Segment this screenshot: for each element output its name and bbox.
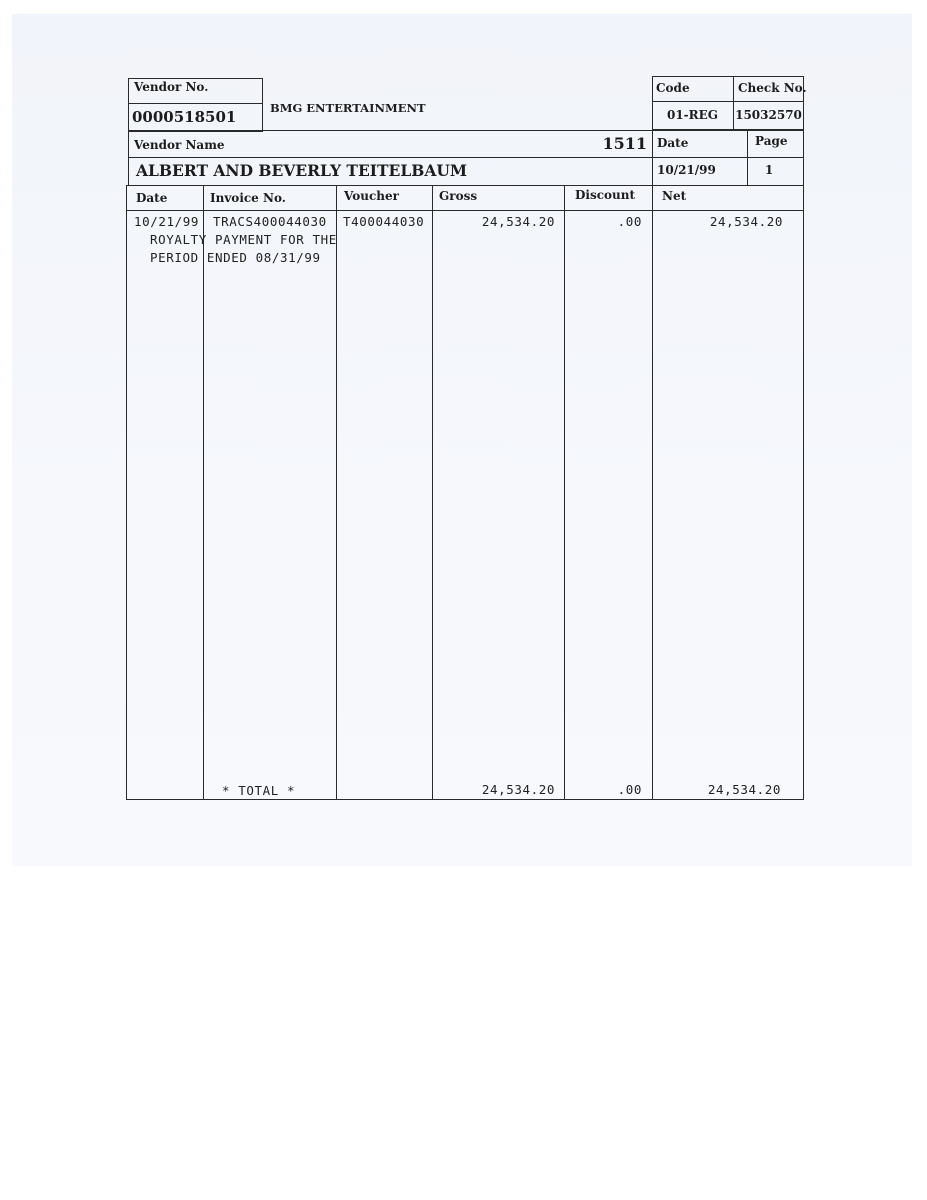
vendor-name-divider [128,157,804,158]
vendor-no-divider [128,103,263,104]
table-header-divider [126,210,804,211]
column-header-discount: Discount [575,188,636,202]
column-header-net: Net [662,189,687,203]
invoice-table [126,185,804,800]
date-value: 10/21/99 [657,163,716,177]
batch-number: 1511 [602,134,647,153]
vendor-no-label: Vendor No. [134,80,209,94]
total-discount: .00 [617,782,642,797]
row-date: 10/21/99 [134,214,200,229]
row-invoice-no: TRACS400044030 [213,214,327,229]
date-page-divider-left [652,130,653,186]
column-divider-3 [432,185,433,800]
date-page-divider-mid [747,130,748,186]
column-header-invoice-no: Invoice No. [210,191,286,205]
vendor-name-value: ALBERT AND BEVERLY TEITELBAUM [136,161,468,180]
total-net: 24,534.20 [707,782,781,797]
total-label: * TOTAL * [222,783,296,798]
column-divider-2 [336,185,337,800]
code-value: 01-REG [666,108,719,122]
row-discount: .00 [617,214,642,229]
column-divider-5 [652,185,653,800]
row-description-line-1: ROYALTY PAYMENT FOR THE [150,232,337,247]
page-label: Page [755,134,788,148]
row-description-line-2: PERIOD ENDED 08/31/99 [150,250,321,265]
code-check-divider-h [652,101,804,102]
column-divider-1 [203,185,204,800]
code-label: Code [656,81,690,95]
column-divider-4 [564,185,565,800]
check-no-value: 15032570 [735,108,802,122]
date-label: Date [657,136,689,150]
row-voucher: T400044030 [343,214,425,229]
total-gross: 24,534.20 [481,782,555,797]
row-net: 24,534.20 [709,214,783,229]
check-no-label: Check No. [738,81,807,95]
column-header-voucher: Voucher [344,189,399,203]
vendor-no-value: 0000518501 [132,108,237,126]
column-header-gross: Gross [439,189,478,203]
column-header-date: Date [136,191,168,205]
company-name: BMG ENTERTAINMENT [270,101,426,115]
vendor-name-label: Vendor Name [134,138,225,152]
row-gross: 24,534.20 [481,214,555,229]
page-value: 1 [764,163,774,177]
